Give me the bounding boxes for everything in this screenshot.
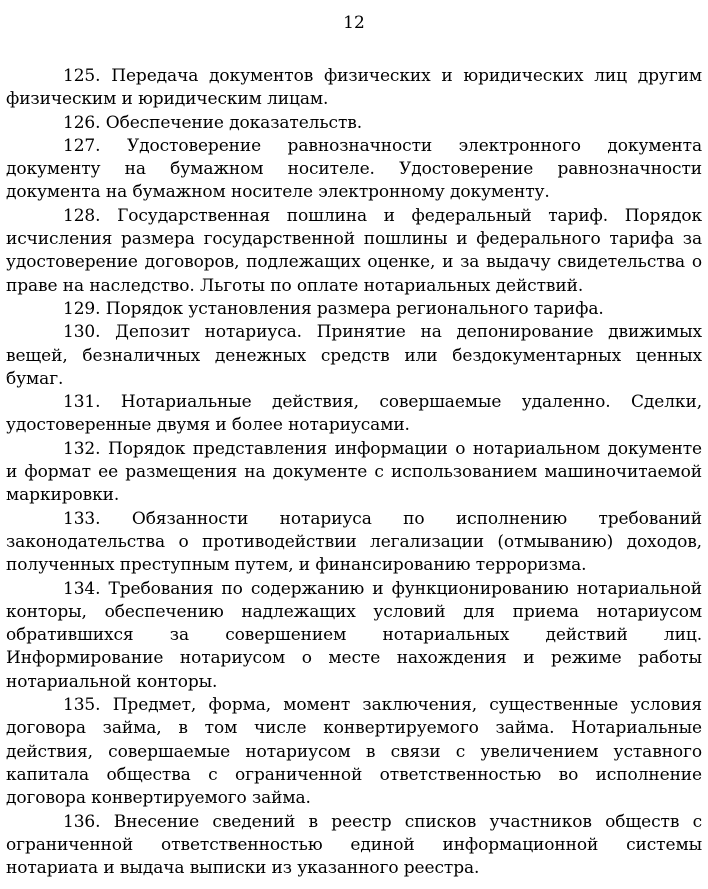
item-text: Порядок установления размера регионального тарифа. <box>105 298 604 319</box>
list-item <box>6 578 702 694</box>
item-text: Передача документов физических и юридических лиц другим физическим и юридическим лицам. <box>6 66 702 110</box>
item-text: Нотариальные действия, совершаемые удаленно. Сделки, удостоверенные двумя и более нотариусами. <box>6 392 702 436</box>
item-number: 125. <box>63 66 101 86</box>
list-item <box>6 694 702 810</box>
list-item <box>6 438 702 508</box>
item-number: 131. <box>63 392 101 413</box>
list-item <box>6 391 702 438</box>
item-text: Обязанности нотариуса по исполнению требований законодательства о противодействии легализации (отмыванию) доходов, полученных преступным путем, и финансированию терроризма. <box>6 508 702 576</box>
item-number: 135. <box>63 695 101 716</box>
item-number: 127. <box>63 135 101 156</box>
item-text: Государственная пошлина и федеральный тариф. Порядок исчисления размера государственной пошлины и федерального тарифа за удостоверение договоров, подлежащих оценке, и за выдачу свидетельства о праве на наследство. Льготы по оплате нотариальных действий. <box>6 205 702 296</box>
item-text: Обеспечение доказательств. <box>105 112 363 133</box>
list-item <box>6 112 702 135</box>
item-number: 133. <box>63 508 101 529</box>
list-item <box>6 298 702 321</box>
list-item <box>6 508 702 578</box>
item-number: 132. <box>63 438 101 459</box>
item-number: 136. <box>63 811 101 832</box>
item-number: 129. <box>63 298 101 319</box>
item-number: 134. <box>63 578 101 599</box>
page-number: 12 <box>343 13 365 33</box>
list-item <box>6 205 702 298</box>
item-number: 130. <box>63 322 101 343</box>
item-text: Требования по содержанию и функционированию нотариальной конторы, обеспечению надлежащих условий для приема нотариусом обратившихся за совершением нотариальных действий лиц. Информирование нотариусом о месте нахождения и режиме работы нотариальной конторы. <box>6 578 702 692</box>
list-item <box>6 321 702 391</box>
list-item <box>6 811 702 881</box>
item-text: Порядок представления информации о нотариальном документе и формат ее размещения на документе с использованием машиночитаемой маркировки. <box>6 438 702 506</box>
item-number: 128. <box>63 205 101 226</box>
item-list <box>6 65 702 880</box>
item-text: Удостоверение равнозначности электронного документа документу на бумажном носителе. Удостоверение равнозначности документа на бумажном носителе электронному документу. <box>6 135 702 203</box>
list-item <box>6 65 702 112</box>
item-text: Предмет, форма, момент заключения, существенные условия договора займа, в том числе конвертируемого займа. Нотариальные действия, совершаемые нотариусом в связи с увеличением уставного капитала общества с ограниченной ответственностью во исполнение договора конвертируемого займа. <box>6 695 702 809</box>
item-text: Депозит нотариуса. Принятие на депонирование движимых вещей, безналичных денежных средств или бездокументарных ценных бумаг. <box>6 322 702 389</box>
item-text: Внесение сведений в реестр списков участников обществ с ограниченной ответственностью единой информационной системы нотариата и выдача выписки из указанного реестра. <box>6 811 702 879</box>
list-item <box>6 135 702 205</box>
item-number: 126. <box>63 112 101 133</box>
